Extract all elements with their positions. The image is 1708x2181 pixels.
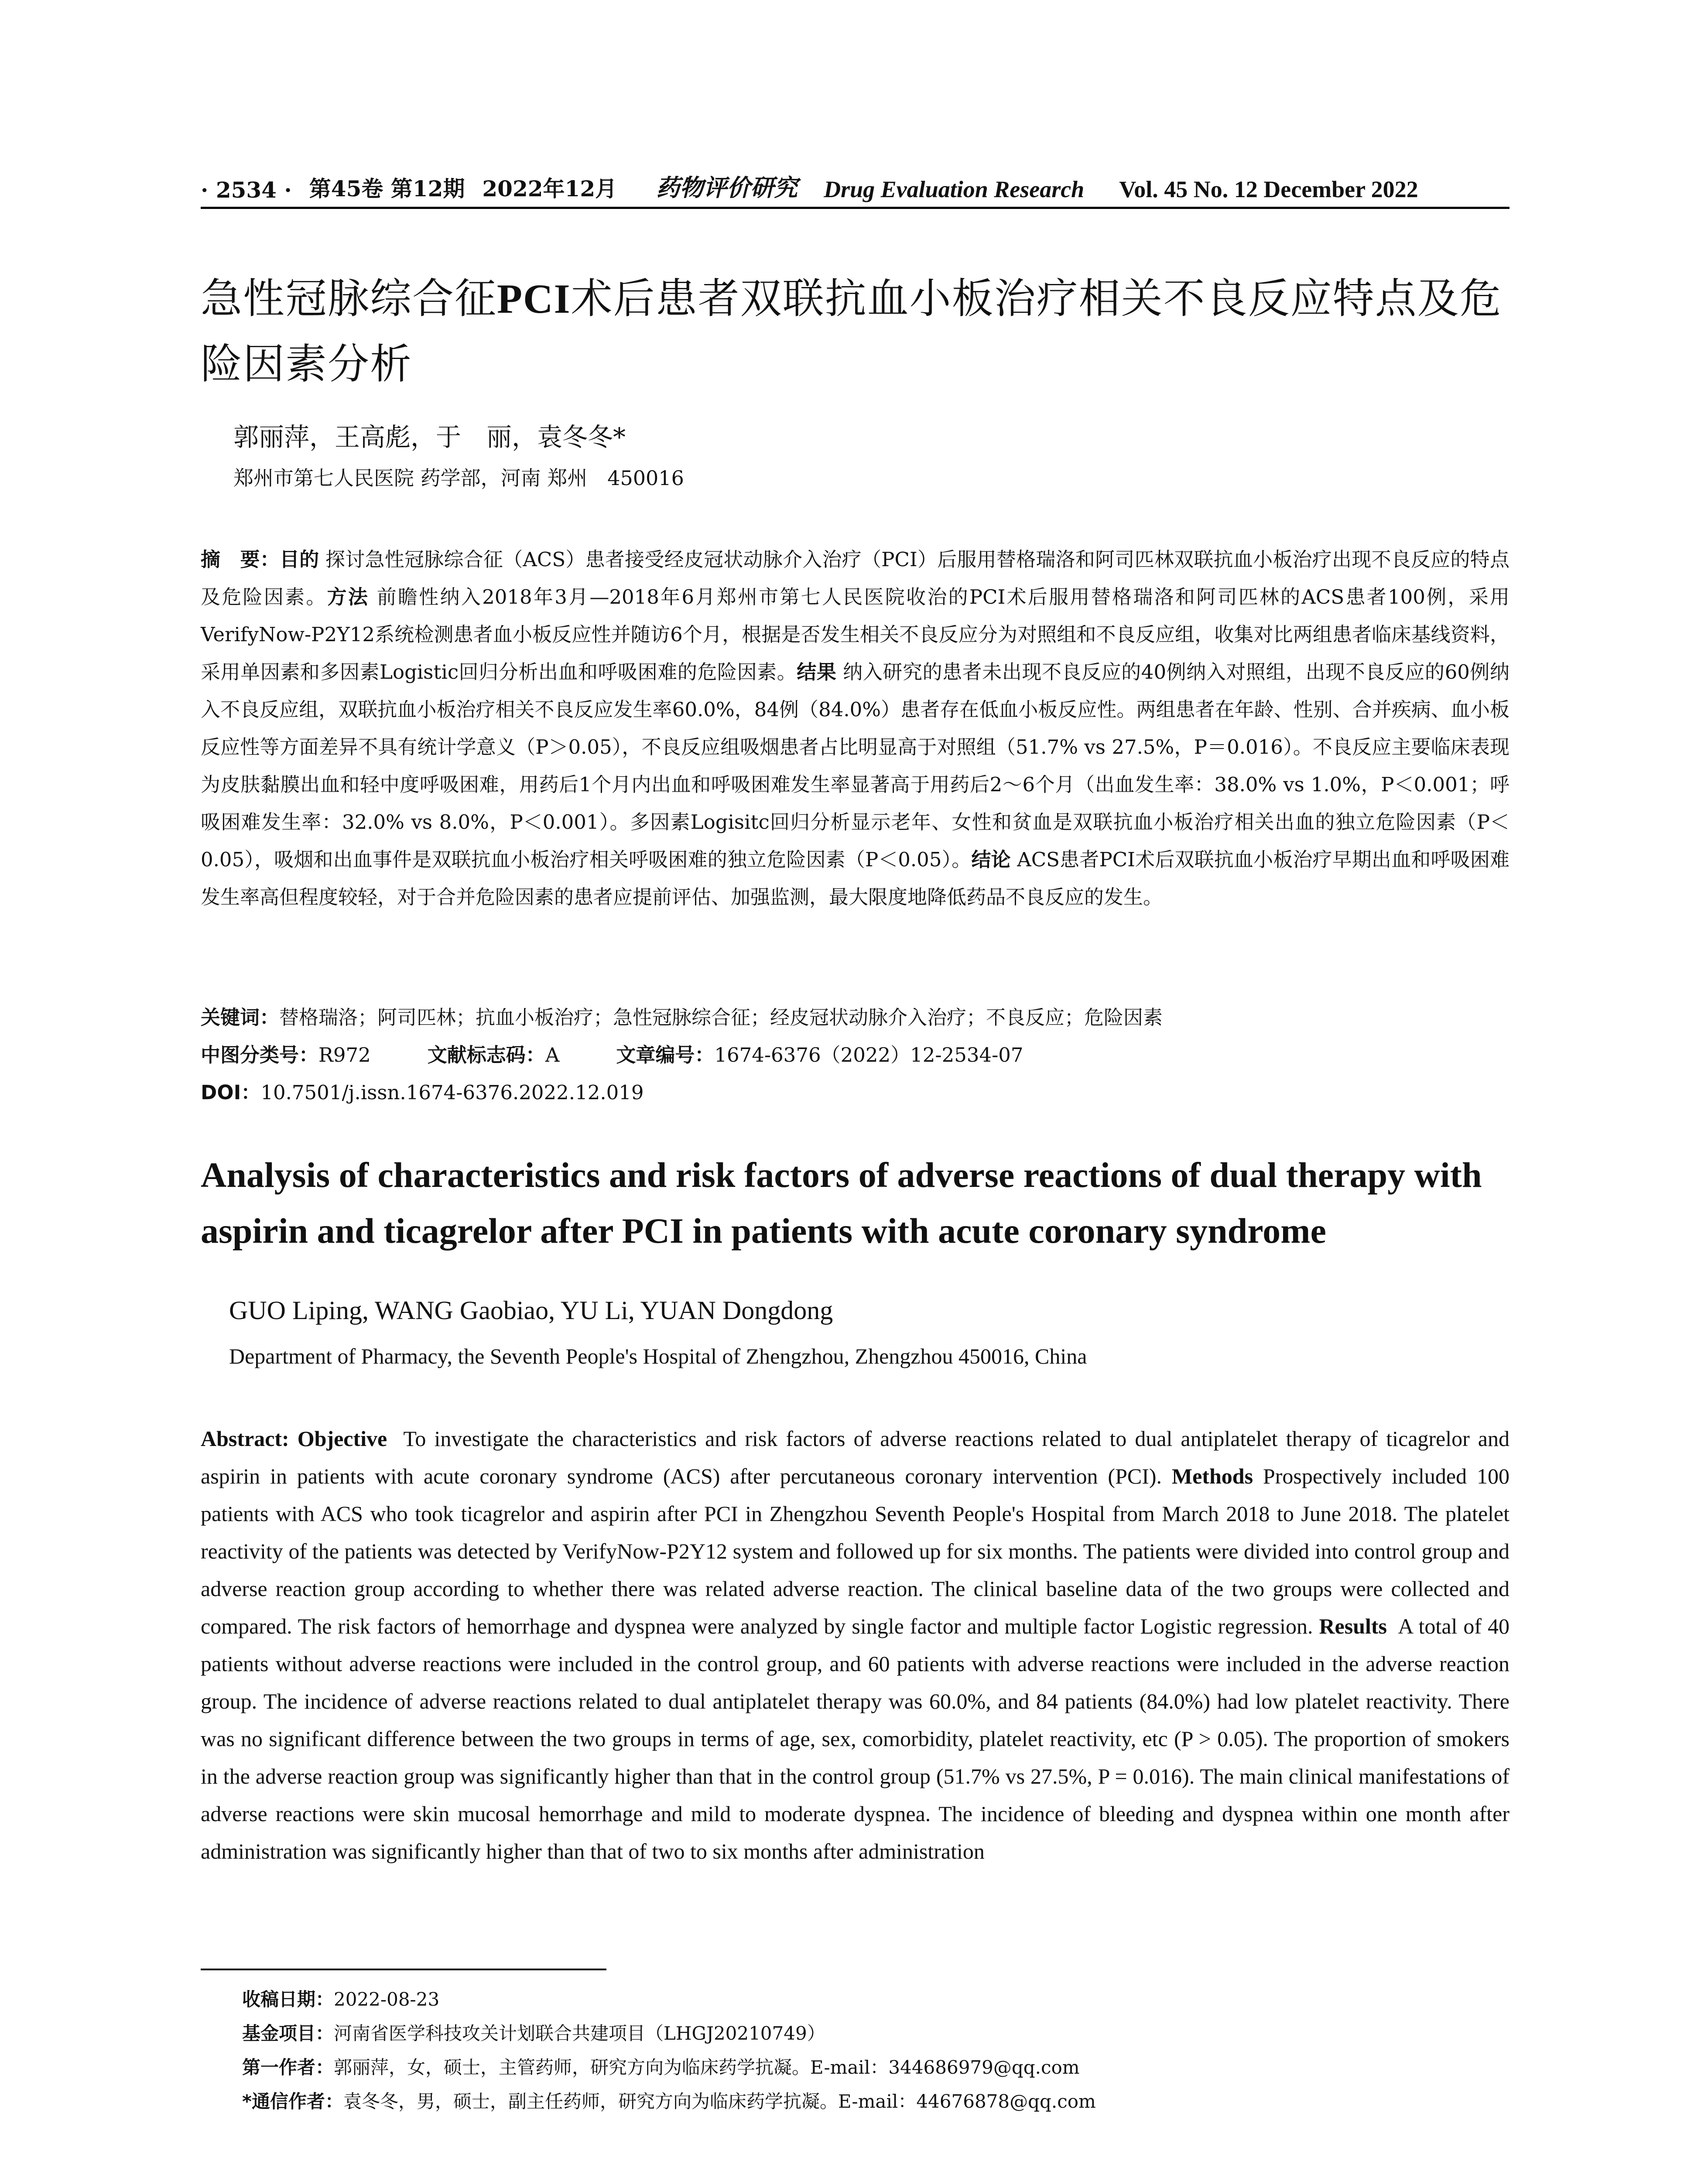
authors-en: GUO Liping, WANG Gaobiao, YU Li, YUAN Dongdong <box>229 1296 833 1325</box>
clc <box>201 1036 371 1074</box>
affiliation-en: Department of Pharmacy, the Seventh People's Hospital of Zhengzhou, Zhengzhou 450016, China <box>229 1344 1087 1368</box>
article-number <box>616 1036 1023 1074</box>
doc-code-label: 文献标志码： <box>427 1043 545 1067</box>
abstract-cn-conclusion: ACS患者PCI术后双联抗血小板治疗早期出血和呼吸困难发生率高但程度较轻，对于合并危险因素的患者应提前评估、加强监测，最大限度地降低药品不良反应的发生。 <box>201 848 1509 909</box>
header-volume-en: Vol. 45 No. 12 December 2022 <box>1119 176 1418 202</box>
abstract-en-objective-label: Objective <box>297 1426 387 1451</box>
abstract-cn-label: 摘 要： <box>201 548 280 571</box>
title-cn <box>201 266 1509 397</box>
authors-cn: 郭丽萍，王高彪，于 丽，袁冬冬* <box>233 422 626 452</box>
abstract-cn-conclusion-label: 结论 <box>971 848 1011 871</box>
footnote-received <box>242 1983 1096 2017</box>
footnote-value: 袁冬冬，男，硕士，副主任药师，研究方向为临床药学抗凝。E-mail：44676878@qq.com <box>343 2091 1096 2112</box>
title-cn-part2: 术后患者双联抗血小板治疗相关不良反应特点及危险因素分析 <box>201 275 1502 388</box>
footnote-label: *通信作者： <box>242 2091 343 2112</box>
footnote-first-author <box>242 2051 1096 2085</box>
footnote-label: 收稿日期： <box>242 1989 334 2010</box>
footnote-rule <box>201 1969 606 1970</box>
abstract-cn-results: 纳入研究的患者未出现不良反应的40例纳入对照组，出现不良反应的60例纳入不良反应组，双联抗血小板治疗相关不良反应发生率60.0%，84例（84.0%）患者存在低血小板反应性。两组患者在年龄、性别、合并疾病、血小板反应性等方面差异不具有统计学意义（P＞0.05），不良反应组吸烟患者占比明显高于对照组（51.7% vs 27.5%，P＝0.016）。不良反应主要临床表现为皮肤黏膜出血和轻中度呼吸困难，用药后1个月内出血和呼吸困难发生率显著高于用药后2～6个月（出血发生率：38.0% vs 1.0%，P＜0.001；呼吸困难发生率：32.0% vs 8.0%，P＜0.001）。多因素Logisitc回归分析显示老年、女性和贫血是双联抗血小板治疗相关出血的独立危险因素（P＜0.05），吸烟和出血事件是双联抗血小板治疗相关呼吸困难的独立危险因素（P＜0.05）。 <box>201 660 1509 871</box>
footnote-value: 郭丽萍，女，硕士，主管药师，研究方向为临床药学抗凝。E-mail：344686979@qq.com <box>334 2057 1080 2078</box>
abstract-cn-objective-label: 目的 <box>279 548 319 571</box>
footnote-label: 基金项目： <box>242 2023 334 2044</box>
doi-value[interactable]: 10.7501/j.issn.1674-6376.2022.12.019 <box>260 1081 644 1104</box>
doi-label: DOI： <box>201 1081 261 1104</box>
abstract-cn-results-label: 结果 <box>797 660 837 684</box>
abstract-cn-methods: 前瞻性纳入2018年3月—2018年6月郑州市第七人民医院收治的PCI术后服用替格瑞洛和阿司匹林的ACS患者100例，采用VerifyNow-P2Y12系统检测患者血小板反应性并随访6个月，根据是否发生相关不良反应分为对照组和不良反应组，收集对比两组患者临床基线资料，采用单因素和多因素Logistic回归分析出血和呼吸困难的危险因素。 <box>201 585 1509 684</box>
footnotes <box>242 1983 1096 2119</box>
keywords-cn-value: 替格瑞洛；阿司匹林；抗血小板治疗；急性冠脉综合征；经皮冠状动脉介入治疗；不良反应；危险因素 <box>279 1006 1163 1029</box>
header-date-cn: 2022年12月 <box>482 176 617 202</box>
footnote-label: 第一作者： <box>242 2057 334 2078</box>
abstract-cn-objective: 探讨急性冠脉综合征（ACS）患者接受经皮冠状动脉介入治疗（PCI）后服用替格瑞洛和阿司匹林双联抗血小板治疗出现不良反应的特点及危险因素。 <box>201 548 1509 608</box>
title-cn-part1: 急性冠脉综合征 <box>201 275 497 323</box>
clc-label: 中图分类号： <box>201 1043 319 1067</box>
abstract-en-results-label: Results <box>1319 1614 1387 1638</box>
doi <box>201 1074 1509 1111</box>
title-cn-pci: PCI <box>497 276 571 322</box>
clc-value: R972 <box>318 1043 371 1067</box>
header-volume-cn: 第45卷 第12期 <box>309 176 465 202</box>
header-rule <box>201 207 1509 209</box>
abstract-en-methods: Prospectively included 100 patients with ACS who took ticagrelor and aspirin after PCI in Zhengzhou Seventh People's Hospital from March 2018 to June 2018. The platelet reactivity of the patients was detected by VerifyNow-P2Y12 system and followed up for six months. The patients were divided into control group and adverse reaction group according to whether there was related adverse reaction. The clinical baseline data of the two groups were collected and compared. The risk factors of hemorrhage and dyspnea were analyzed by single factor and multiple factor Logistic regression. <box>201 1464 1509 1638</box>
doc-code-value: A <box>545 1043 560 1067</box>
header-page-number: · 2534 · <box>201 177 292 203</box>
affiliation-cn: 郑州市第七人民医院 药学部，河南 郑州 450016 <box>233 466 684 490</box>
abstract-en-methods-label: Methods <box>1171 1464 1253 1488</box>
journal-cn-logo: 药物评价研究 <box>656 174 798 202</box>
doc-code <box>428 1036 560 1074</box>
classification-row <box>201 1036 1509 1074</box>
footnote-corresponding-author <box>242 2085 1096 2119</box>
abstract-cn-methods-label: 方法 <box>327 585 370 608</box>
article-meta <box>201 999 1509 1111</box>
abstract-en-label: Abstract: <box>201 1426 289 1451</box>
abstract-en-results: A total of 40 patients without adverse reactions were included in the control group, and 60 patients with adverse reactions were included in the adverse reaction group. The incidence of adverse reactions related to dual antiplatelet therapy was 60.0%, and 84 patients (84.0%) had low platelet reactivity. There was no significant difference between the two groups in terms of age, sex, comorbidity, platelet reactivity, etc (P > 0.05). The proportion of smokers in the adverse reaction group was significantly higher than that in the control group (51.7% vs 27.5%, P = 0.016). The main clinical manifestations of adverse reactions were skin mucosal hemorrhage and mild to moderate dyspnea. The incidence of bleeding and dyspnea within one month after administration was significantly higher than that of two to six months after administration <box>201 1614 1509 1863</box>
abstract-en <box>201 1420 1509 1870</box>
running-header <box>201 168 1505 203</box>
title-en: Analysis of characteristics and risk factors of adverse reactions of dual therapy with aspirin and ticagrelor after PCI in patients with acute coronary syndrome <box>201 1155 1482 1251</box>
keywords-cn <box>201 999 1509 1036</box>
abstract-cn <box>201 541 1509 916</box>
footnote-funding <box>242 2017 1096 2051</box>
footnote-value: 河南省医学科技攻关计划联合共建项目（LHGJ20210749） <box>334 2023 825 2044</box>
article-number-label: 文章编号： <box>616 1043 715 1067</box>
article-number-value: 1674-6376（2022）12-2534-07 <box>714 1043 1023 1067</box>
footnote-value: 2022-08-23 <box>334 1989 440 2010</box>
header-journal-en: Drug Evaluation Research <box>824 176 1085 202</box>
abstract-en-objective: To investigate the characteristics and risk factors of adverse reactions related to dual antiplatelet therapy of ticagrelor and aspirin in patients with acute coronary syndrome (ACS) after percutaneous coronary intervention (PCI). <box>201 1426 1509 1488</box>
keywords-cn-label: 关键词： <box>201 1006 280 1029</box>
